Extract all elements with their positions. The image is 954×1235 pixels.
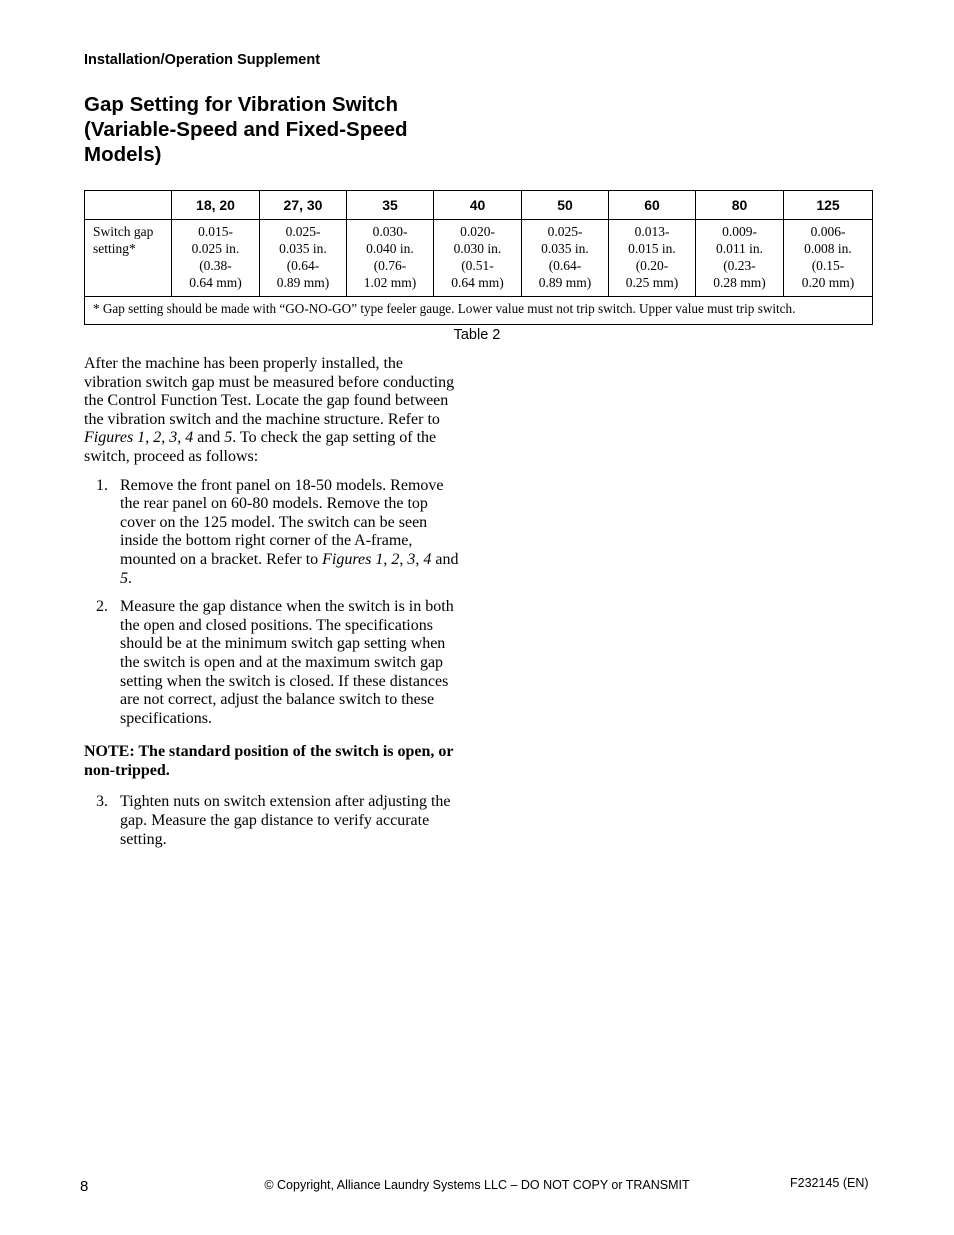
- row-label-line: setting*: [93, 241, 136, 256]
- header-cell-model: 40: [434, 191, 522, 220]
- header-cell-model: 27, 30: [260, 191, 347, 220]
- body-column: [84, 355, 464, 859]
- list-item: [84, 793, 464, 849]
- running-header: Installation/Operation Supplement: [84, 52, 321, 68]
- document-id: F232145 (EN): [790, 1176, 869, 1190]
- title-line-2: (Variable-Speed and Fixed-Speed: [84, 118, 408, 141]
- copyright-notice: © Copyright, Alliance Laundry Systems LLC – DO NOT COPY or TRANSMIT: [264, 1178, 690, 1192]
- header-cell-model: 50: [522, 191, 609, 220]
- list-item: 1. Remove the front panel on 18-50 models. Remove the rear panel on 60-80 models. Remove the top cover on the 125 model. The switch can be seen inside the bottom right corner of the A-frame, mounted on a bracket. Refer to Figures 1, 2, 3, 4 and 5.: [96, 476, 459, 587]
- gap-value-cell: 0.013- 0.015 in. (0.20- 0.25 mm): [609, 220, 696, 297]
- gap-value-cell: 0.006- 0.008 in. (0.15- 0.20 mm): [784, 220, 873, 297]
- figure-reference: 4: [423, 550, 432, 568]
- step-text: Measure the gap distance when the switch is in both the open and closed positions. The specifications should be at the minimum switch gap setting when the switch is open and at the maximum switch gap setting when the switch is closed. If these distances are not correct, adjust the balance switch to these specifications.: [120, 598, 454, 727]
- figure-reference: 2: [153, 429, 162, 447]
- gap-value-cell: 0.030- 0.040 in. (0.76- 1.02 mm): [347, 220, 434, 297]
- gap-setting-table: [84, 190, 873, 325]
- header-cell-model: 80: [696, 191, 784, 220]
- title-line-3: Models): [84, 143, 162, 166]
- figure-reference: 4: [185, 429, 194, 447]
- header-cell-model: 60: [609, 191, 696, 220]
- intro-paragraph: After the machine has been properly installed, the vibration switch gap must be measured before conducting the Control Function Test. Locate the gap found between the vibration switch and the machine structure. Refer to Figures 1, 2, 3, 4 and 5. To check the gap setting of the switch, proceed as follows:: [84, 355, 455, 465]
- step-text: Remove the front panel on 18-50 models. Remove the rear panel on 60-80 models. Remove the top cover on the 125 model. The switch can be seen inside the bottom right corner of the A-frame, mounted on a bracket. Refer to: [120, 476, 444, 568]
- table-caption: Table 2: [453, 327, 501, 343]
- gap-value-cell: 0.009- 0.011 in. (0.23- 0.28 mm): [696, 220, 784, 297]
- row-label-cell: [85, 220, 172, 297]
- step-number: 3.: [96, 793, 108, 811]
- header-cell-model: 35: [347, 191, 434, 220]
- row-label-line: Switch gap: [93, 224, 154, 239]
- table-footnote-row: [85, 297, 873, 325]
- figure-reference: 3: [169, 429, 178, 447]
- header-cell-blank: [85, 191, 172, 220]
- gap-value-cell: 0.025- 0.035 in. (0.64- 0.89 mm): [522, 220, 609, 297]
- title-line-1: Gap Setting for Vibration Switch: [84, 93, 398, 116]
- table-footnote: * Gap setting should be made with “GO-NO-GO” type feeler gauge. Lower value must not trip switch. Upper value must trip switch.: [85, 297, 873, 325]
- header-cell-model: 18, 20: [172, 191, 260, 220]
- figure-reference: 5: [120, 569, 128, 587]
- step-number: 1.: [96, 476, 108, 494]
- note-text: NOTE: The standard position of the switch is open, or non-tripped.: [84, 743, 454, 779]
- header-cell-model: 125: [784, 191, 873, 220]
- figure-reference: 3: [407, 550, 416, 568]
- procedure-steps-continued: [84, 793, 464, 849]
- figure-reference: 2: [391, 550, 400, 568]
- figure-reference: 5: [224, 429, 233, 447]
- gap-value-cell: 0.020- 0.030 in. (0.51- 0.64 mm): [434, 220, 522, 297]
- procedure-steps: [84, 477, 464, 729]
- step-number: 2.: [96, 598, 108, 616]
- page-title: [84, 92, 504, 167]
- figure-reference: Figures 1: [84, 429, 146, 447]
- figure-reference: Figures 1: [322, 550, 384, 568]
- list-item: [84, 598, 464, 728]
- gap-value-cell: 0.025- 0.035 in. (0.64- 0.89 mm): [260, 220, 347, 297]
- page-number: 8: [80, 1178, 89, 1195]
- step-text: Tighten nuts on switch extension after adjusting the gap. Measure the gap distance to verify accurate setting.: [120, 793, 451, 848]
- gap-value-cell: 0.015- 0.025 in. (0.38- 0.64 mm): [172, 220, 260, 297]
- table-row: [85, 220, 873, 297]
- table-header-row: [85, 191, 873, 220]
